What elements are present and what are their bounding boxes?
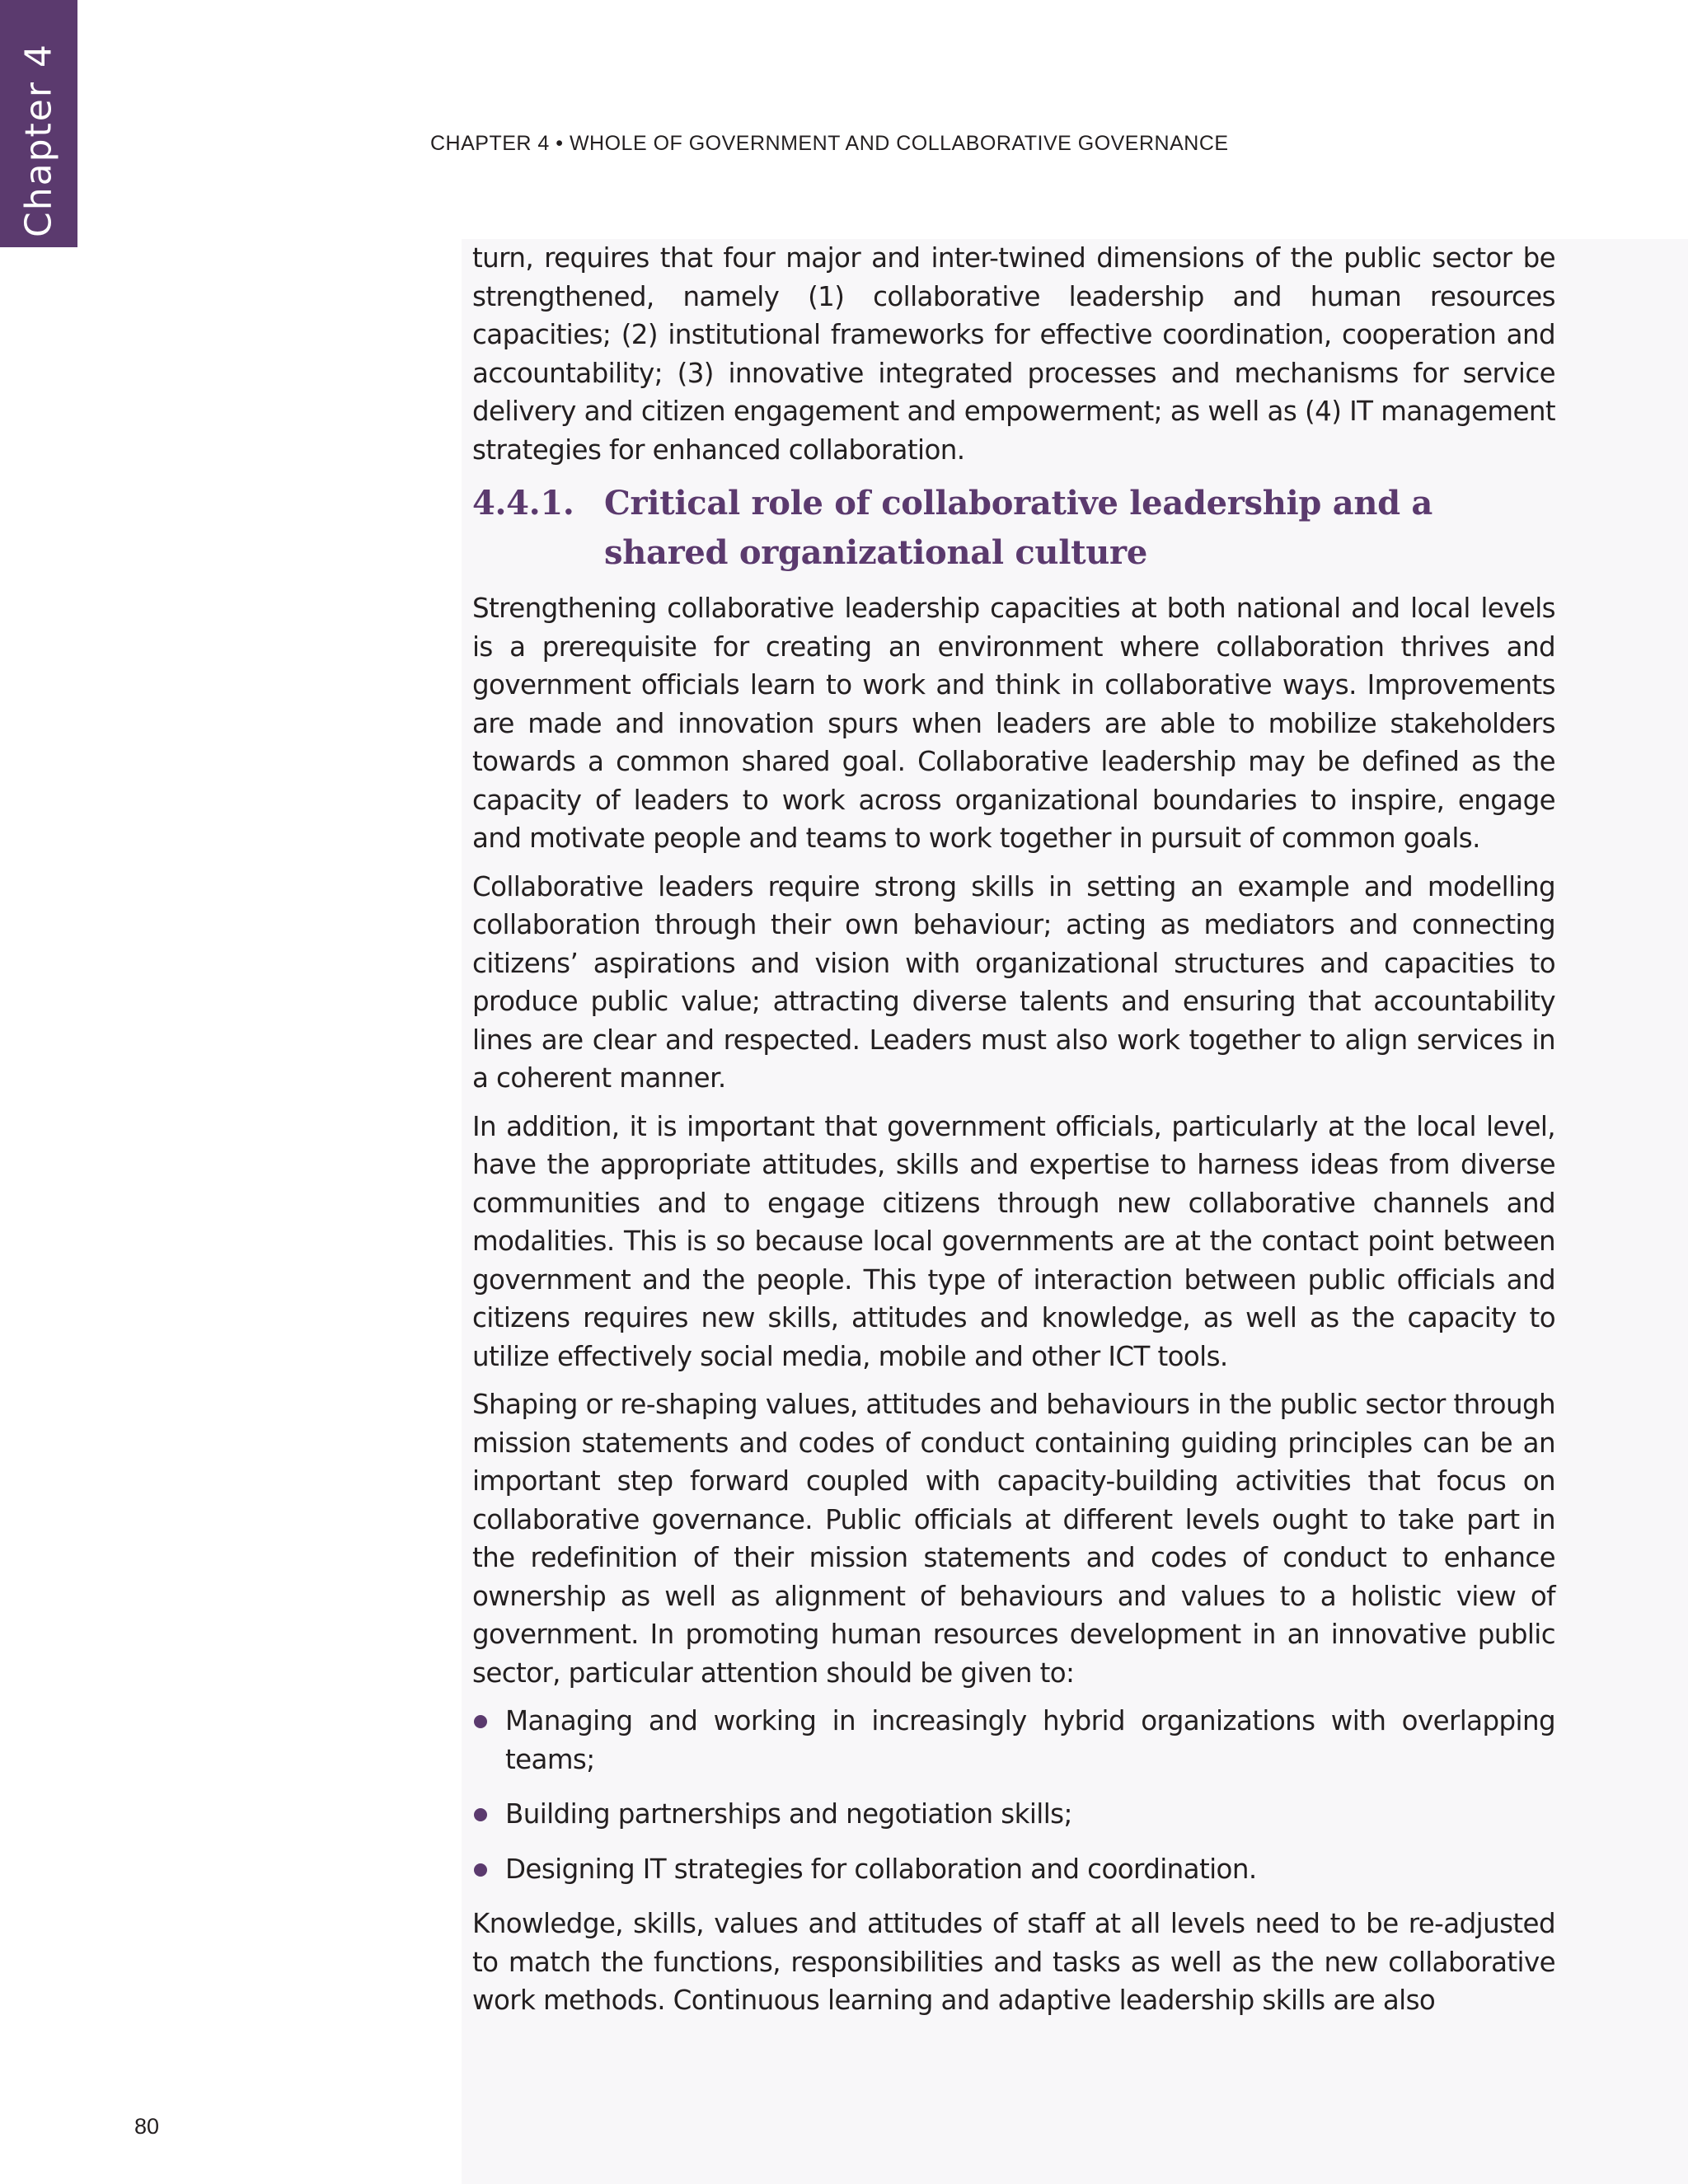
section-title: Critical role of collaborative leadership and a shared organizational culture xyxy=(604,484,1433,572)
running-header: CHAPTER 4 • WHOLE OF GOVERNMENT AND COLLABORATIVE GOVERNANCE xyxy=(430,132,1229,155)
section-number: 4.4.1. xyxy=(472,484,574,523)
section-heading xyxy=(472,479,1555,578)
bullet-dot-icon xyxy=(472,1795,505,1834)
bullet-dot-icon xyxy=(472,1850,505,1889)
bullet-text: Building partnerships and negotiation skills; xyxy=(505,1798,1072,1830)
bullet-item xyxy=(472,1702,1555,1779)
intro-paragraph: turn, requires that four major and inter-twined dimensions of the public sector be strengthened, namely (1) collaborative leadership and human resources capacities; (2) institutional frameworks for effective coordination, cooperation and accountability; (3) innovative integrated processes and mechanisms for service delivery and citizen engagement and empowerment; as well as (4) IT management strategies for enhanced collaboration. xyxy=(472,242,1555,466)
chapter-tab-label: Chapter 4 xyxy=(17,43,60,237)
page-number: 80 xyxy=(134,2114,160,2139)
bullet-dot-icon xyxy=(472,1702,505,1779)
bullet-text: Managing and working in increasingly hybrid organizations with overlapping teams; xyxy=(505,1705,1555,1775)
bullet-item xyxy=(472,1850,1555,1889)
body-paragraph: Strengthening collaborative leadership capacities at both national and local levels is a prerequisite for creating an environment where collaboration thrives and government officials learn to work and think in collaborative ways. Improvements are made and innovation spurs when leaders are able to mobilize stakeholders towards a common shared goal. Collaborative leadership may be defined as the capacity of leaders to work across organizational boundaries to inspire, engage and motivate people and teams to work together in pursuit of common goals. xyxy=(472,593,1555,854)
body-paragraph: Shaping or re-shaping values, attitudes and behaviours in the public sector through mission statements and codes of conduct containing guiding principles can be an important step forward coupled with capacity-building activities that focus on collaborative governance. Public officials at different levels ought to take part in the redefinition of their mission statements and codes of conduct to enhance ownership as well as alignment of behaviours and values to a holistic view of government. In promoting human resources development in an innovative public sector, particular attention should be given to: xyxy=(472,1389,1555,1689)
closing-paragraph: Knowledge, skills, values and attitudes of staff at all levels need to be re-adjusted to match the functions, responsibilities and tasks as well as the new collaborative work methods. Continuous learning and adaptive leadership skills are also xyxy=(472,1908,1555,2016)
bullet-text: Designing IT strategies for collaboration and coordination. xyxy=(505,1853,1257,1885)
body-paragraph: In addition, it is important that government officials, particularly at the local level, have the appropriate attitudes, skills and expertise to harness ideas from diverse communities and to engage citizens through new collaborative channels and modalities. This is so because local governments are at the contact point between government and the people. This type of interaction between public officials and citizens requires new skills, attitudes and knowledge, as well as the capacity to utilize effectively social media, mobile and other ICT tools. xyxy=(472,1110,1555,1372)
bullet-list xyxy=(472,1702,1555,1888)
bullet-item xyxy=(472,1795,1555,1834)
chapter-tab xyxy=(0,0,77,247)
main-text-column xyxy=(472,239,1555,2030)
body-paragraph: Collaborative leaders require strong skills in setting an example and modelling collaboration through their own behaviour; acting as mediators and connecting citizens’ aspirations and vision with organizational structures and capacities to produce public value; attracting diverse talents and ensuring that accountability lines are clear and respected. Leaders must also work together to align services in a coherent manner. xyxy=(472,870,1555,1094)
